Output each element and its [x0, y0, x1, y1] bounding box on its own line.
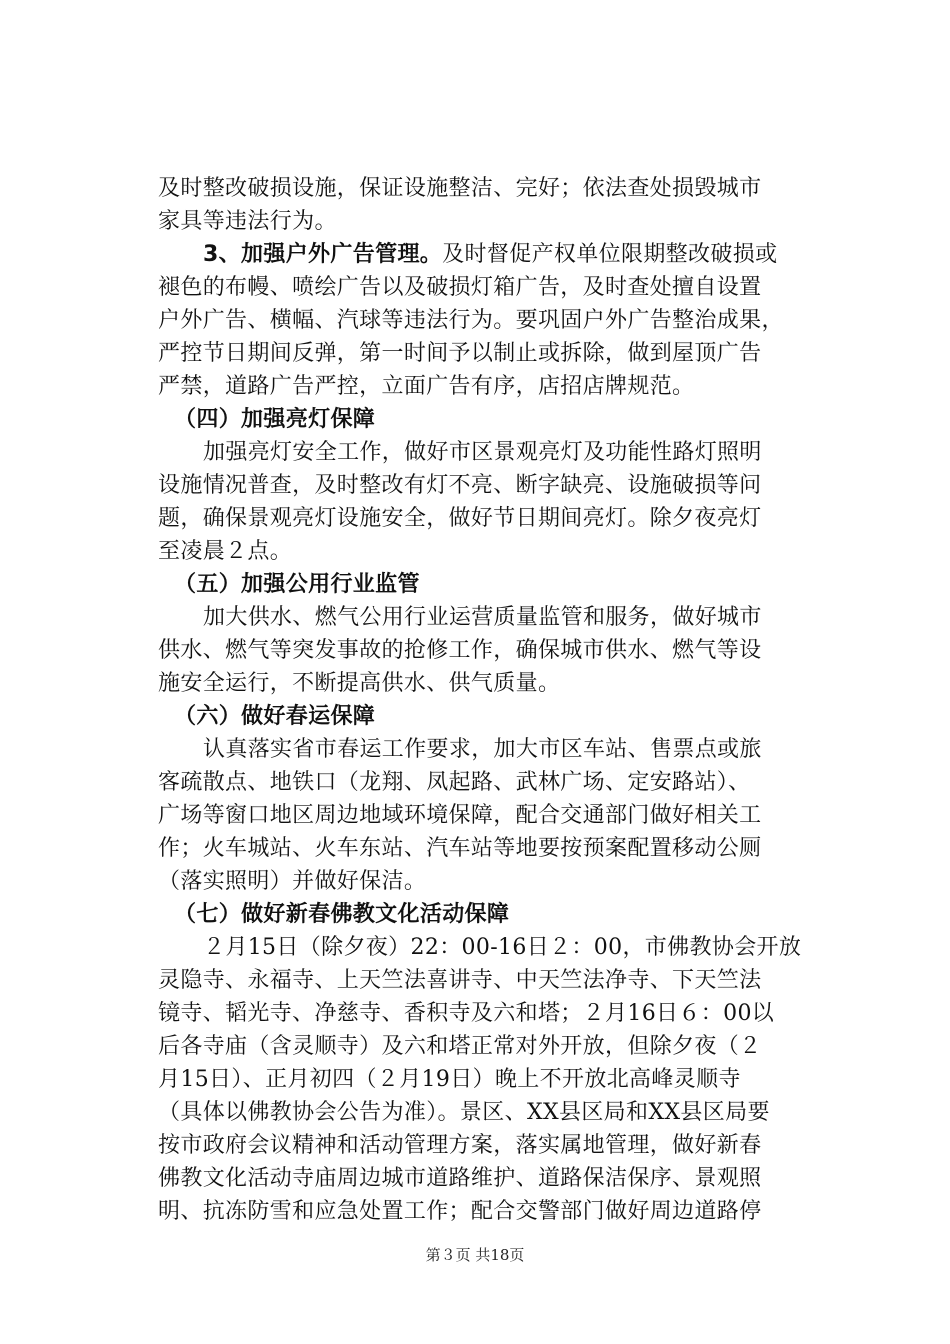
paragraph-line: 认真落实省市春运工作要求，加大市区车站、售票点或旅	[203, 737, 762, 762]
section-heading-spring-transport: （六）做好春运保障	[174, 704, 376, 729]
paragraph-line: ２月15日（除夕夜）22：00-16日２：00，市佛教协会开放	[203, 935, 802, 960]
paragraph-line: 明、抗冻防雪和应急处置工作；配合交警部门做好周边道路停	[158, 1199, 762, 1224]
paragraph-line	[158, 238, 838, 271]
paragraph-line: 灵隐寺、永福寺、上天竺法喜讲寺、中天竺法净寺、下天竺法	[158, 968, 762, 993]
paragraph-line: 月15日）、正月初四（２月19日）晚上不开放北高峰灵顺寺	[158, 1067, 741, 1092]
paragraph-line: 佛教文化活动寺庙周边城市道路维护、道路保洁保序、景观照	[158, 1166, 762, 1191]
paragraph-line: 加大供水、燃气公用行业运营质量监管和服务，做好城市	[203, 605, 762, 630]
paragraph-line: 题，确保景观亮灯设施安全，做好节日期间亮灯。除夕夜亮灯	[158, 506, 762, 531]
paragraph-line: 供水、燃气等突发事故的抢修工作，确保城市供水、燃气等设	[158, 638, 762, 663]
paragraph-line: 设施情况普查，及时整改有灯不亮、断字缺亮、设施破损等问	[158, 473, 762, 498]
paragraph-line: 作；火车城站、火车东站、汽车站等地要按预案配置移动公厕	[158, 836, 762, 861]
paragraph-line: 家具等违法行为。	[158, 209, 337, 234]
paragraph-line: 严控节日期间反弹，第一时间予以制止或拆除，做到屋顶广告	[158, 341, 762, 366]
paragraph-line: 镜寺、韬光寺、净慈寺、香积寺及六和塔；２月16日６：00以	[158, 1001, 775, 1026]
section-heading-utilities: （五）加强公用行业监管	[174, 572, 420, 597]
paragraph-line: 及时整改破损设施，保证设施整洁、完好；依法查处损毁城市	[158, 176, 762, 201]
paragraph-line: 户外广告、横幅、汽球等违法行为。要巩固户外广告整治成果，	[158, 308, 784, 333]
paragraph-line: 加强亮灯安全工作，做好市区景观亮灯及功能性路灯照明	[203, 440, 762, 465]
section-heading-lighting: （四）加强亮灯保障	[174, 407, 376, 432]
paragraph-line: （具体以佛教协会公告为准）。景区、XX县区局和XX县区局要	[158, 1100, 770, 1125]
paragraph-line: 广场等窗口地区周边地域环境保障，配合交通部门做好相关工	[158, 803, 762, 828]
item-heading-outdoor-ads: 3、加强户外广告管理。	[203, 242, 443, 267]
paragraph-line: 严禁，道路广告严控，立面广告有序，店招店牌规范。	[158, 374, 695, 399]
paragraph-line: 按市政府会议精神和活动管理方案，落实属地管理，做好新春	[158, 1133, 762, 1158]
paragraph-line: 褪色的布幔、喷绘广告以及破损灯箱广告，及时查处擅自设置	[158, 275, 762, 300]
paragraph-line: 后各寺庙（含灵顺寺）及六和塔正常对外开放，但除夕夜（２	[158, 1034, 762, 1059]
section-heading-buddhist-events: （七）做好新春佛教文化活动保障	[174, 902, 510, 927]
paragraph-line: 施安全运行，不断提高供水、供气质量。	[158, 671, 561, 696]
paragraph-line: 客疏散点、地铁口（龙翔、凤起路、武林广场、定安路站）、	[158, 770, 751, 795]
page-number-footer: 第３页 共18页	[425, 1246, 525, 1264]
paragraph-text: 及时督促产权单位限期整改破损或	[442, 242, 778, 267]
paragraph-line: 至凌晨２点。	[158, 539, 293, 564]
body-text	[158, 172, 838, 1228]
paragraph-line: （落实照明）并做好保洁。	[158, 869, 427, 894]
